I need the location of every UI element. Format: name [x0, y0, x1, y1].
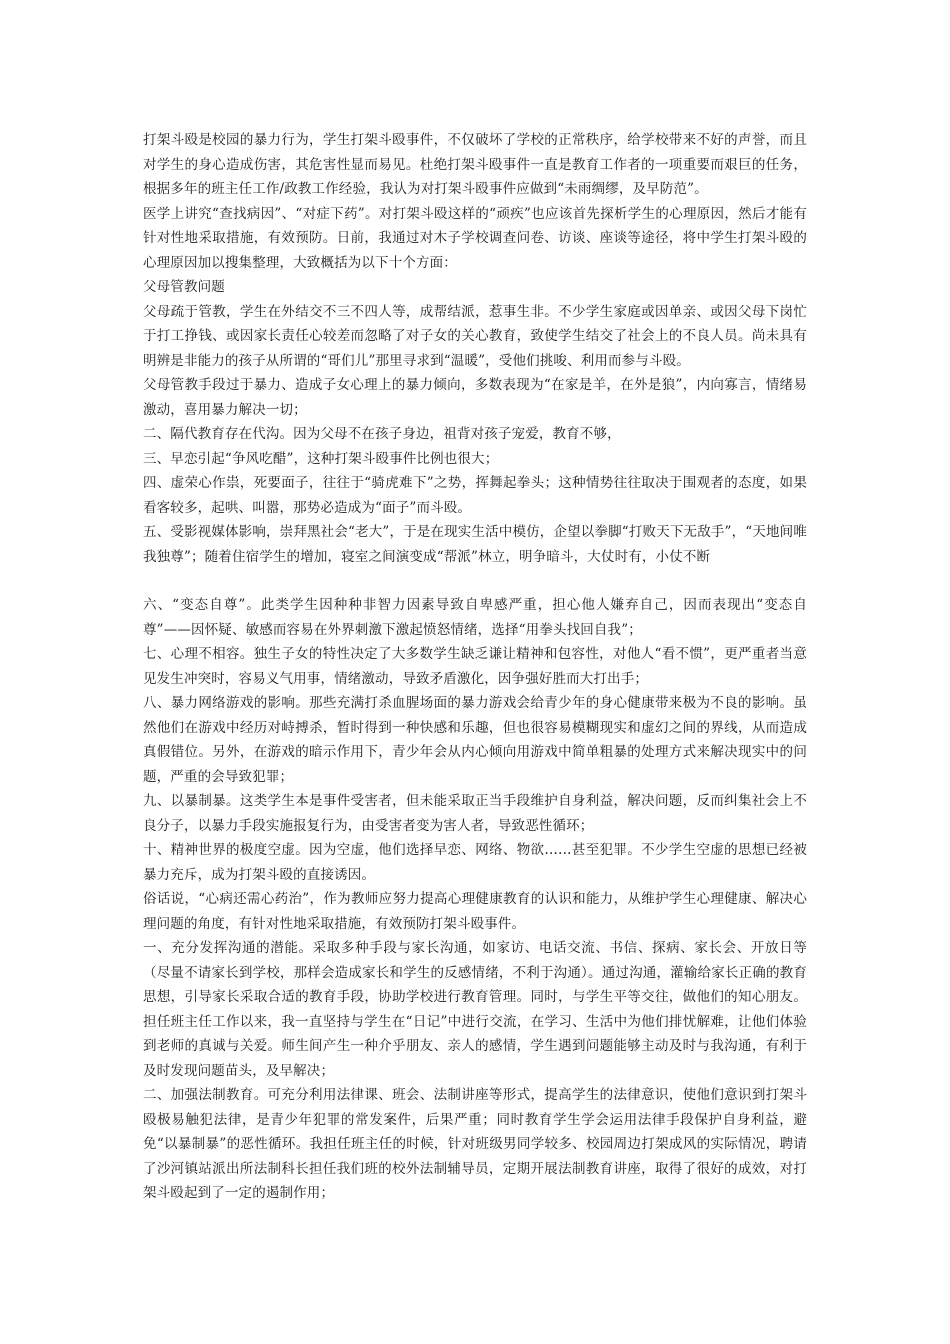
paragraph-remedy-2: 二、加强法制教育。可充分利用法律课、班会、法制讲座等形式，提高学生的法律意识，使他们意识到打架斗殴极易触犯法律，是青少年犯罪的常发案件，后果严重；同时教育学生学会运用法律手段保护自身利益，避免“以暴制暴”的恶性循环。我担任班主任的时候，针对班级男同学较多、校园周边打架成风的实际情况，聘请了沙河镇站派出所法制科长担任我们班的校外法制辅导员，定期开展法制教育讲座，取得了很好的成效，对打架斗殴起到了一定的遏制作用； [143, 1087, 807, 1201]
paragraph-cause-8: 八、暴力网络游戏的影响。那些充满打杀血腥场面的暴力游戏会给青少年的身心健康带来极为不良的影响。虽然他们在游戏中经历对峙搏杀，暂时得到一种快感和乐趣，但也很容易模糊现实和虚幻之间的界线，从而造成真假错位。另外，在游戏的暗示作用下，青少年会从内心倾向用游戏中简单粗暴的处理方式来解决现实中的问题，严重的会导致犯罪； [143, 695, 807, 785]
paragraph-parents-neglect: 父母疏于管教，学生在外结交不三不四人等，成帮结派，惹事生非。不少学生家庭或因单亲、或因父母下岗忙于打工挣钱、或因家长责任心较差而忽略了对子女的关心教育，致使学生结交了社会上的不良人员。尚未具有明辨是非能力的孩子从所谓的“哥们儿”那里寻求到“温暖”，受他们挑唆、利用而参与斗殴。 [143, 303, 807, 369]
paragraph-cause-4: 四、虚荣心作祟，死要面子，往往于“骑虎难下”之势，挥舞起拳头；这种情势往往取决于围观者的态度，如果看客较多，起哄、叫嚣，那势必造成为“面子”而斗殴。 [143, 475, 807, 516]
paragraph-parents-violence: 父母管教手段过于暴力、造成子女心理上的暴力倾向，多数表现为“在家是羊，在外是狼”，内向寡言，情绪易激动，喜用暴力解决一切； [143, 377, 807, 418]
paragraph-intro: 打架斗殴是校园的暴力行为，学生打架斗殴事件，不仅破坏了学校的正常秩序，给学校带来不好的声誉，而且对学生的身心造成伤害，其危害性显而易见。杜绝打架斗殴事件一直是教育工作者的一项重要而艰巨的任务，根据多年的班主任工作/政教工作经验，我认为对打架斗殴事件应做到“未雨绸缪，及早防范”。 [143, 132, 807, 197]
paragraph-gap [143, 569, 807, 593]
paragraph-remedy-1: 一、充分发挥沟通的潜能。采取多种手段与家长沟通，如家访、电话交流、书信、探病、家长会、开放日等（尽量不请家长到学校，那样会造成家长和学生的反感情绪，不利于沟通）。通过沟通，灌输给家长正确的教育思想，引导家长采取合适的教育手段，协助学校进行教育管理。同时，与学生平等交往，做他们的知心朋友。担任班主任工作以来，我一直坚持与学生在“日记”中进行交流，在学习、生活中为他们排忧解难，让他们体验到老师的真诚与关爱。师生间产生一种介乎朋友、亲人的感情，学生遇到问题能够主动及时与我沟通，有利于及时发现问题苗头，及早解决； [143, 940, 807, 1079]
paragraph-heading-parents: 父母管教问题 [143, 279, 225, 295]
paragraph-cause-7: 七、心理不相容。独生子女的特性决定了大多数学生缺乏谦让精神和包容性，对他人“看不惯”，更严重者当意见发生冲突时，容易义气用事，情绪激动，导致矛盾激化，因争强好胜而大打出手； [143, 646, 807, 687]
paragraph-remedy-intro: 俗话说，“心病还需心药治”，作为教师应努力提高心理健康教育的认识和能力，从维护学生心理健康、解决心理问题的角度，有针对性地采取措施，有效预防打架斗殴事件。 [143, 891, 807, 932]
paragraph-cause-5: 五、受影视媒体影响，崇拜黑社会“老大”，于是在现实生活中模仿，企望以拳脚“打败天下无敌手”，“天地间唯我独尊”；随着住宿学生的增加，寝室之间演变成“帮派”林立，明争暗斗，大仗时有，小仗不断 [143, 524, 807, 565]
paragraph-cause-9: 九、以暴制暴。这类学生本是事件受害者，但未能采取正当手段维护自身利益，解决问题，反而纠集社会上不良分子，以暴力手段实施报复行为，由受害者变为害人者，导致恶性循环； [143, 793, 807, 834]
paragraph-cause-6: 六、“变态自尊”。此类学生因种种非智力因素导致自卑感严重，担心他人嫌弃自己，因而表现出“变态自尊”——因怀疑、敏感而容易在外界刺激下激起愤怒情绪，选择“用拳头找回自我”； [143, 597, 807, 638]
paragraph-cause-10: 十、精神世界的极度空虚。因为空虚，他们选择早恋、网络、物欲……甚至犯罪。不少学生空虚的思想已经被暴力充斥，成为打架斗殴的直接诱因。 [143, 842, 807, 883]
document-body [143, 128, 807, 1206]
paragraph-cause-3: 三、早恋引起“争风吃醋”，这种打架斗殴事件比例也很大； [143, 450, 499, 467]
paragraph-causes-intro: 医学上讲究“查找病因”、“对症下药”。对打架斗殴这样的“顽疾”也应该首先探析学生的心理原因，然后才能有针对性地采取措施，有效预防。日前，我通过对木子学校调查问卷、访谈、座谈等途径，将中学生打架斗殴的心理原因加以搜集整理，大致概括为以下十个方面： [143, 205, 807, 271]
paragraph-cause-2: 二、隔代教育存在代沟。因为父母不在孩子身边，祖背对孩子宠爱，教育不够， [143, 426, 621, 442]
